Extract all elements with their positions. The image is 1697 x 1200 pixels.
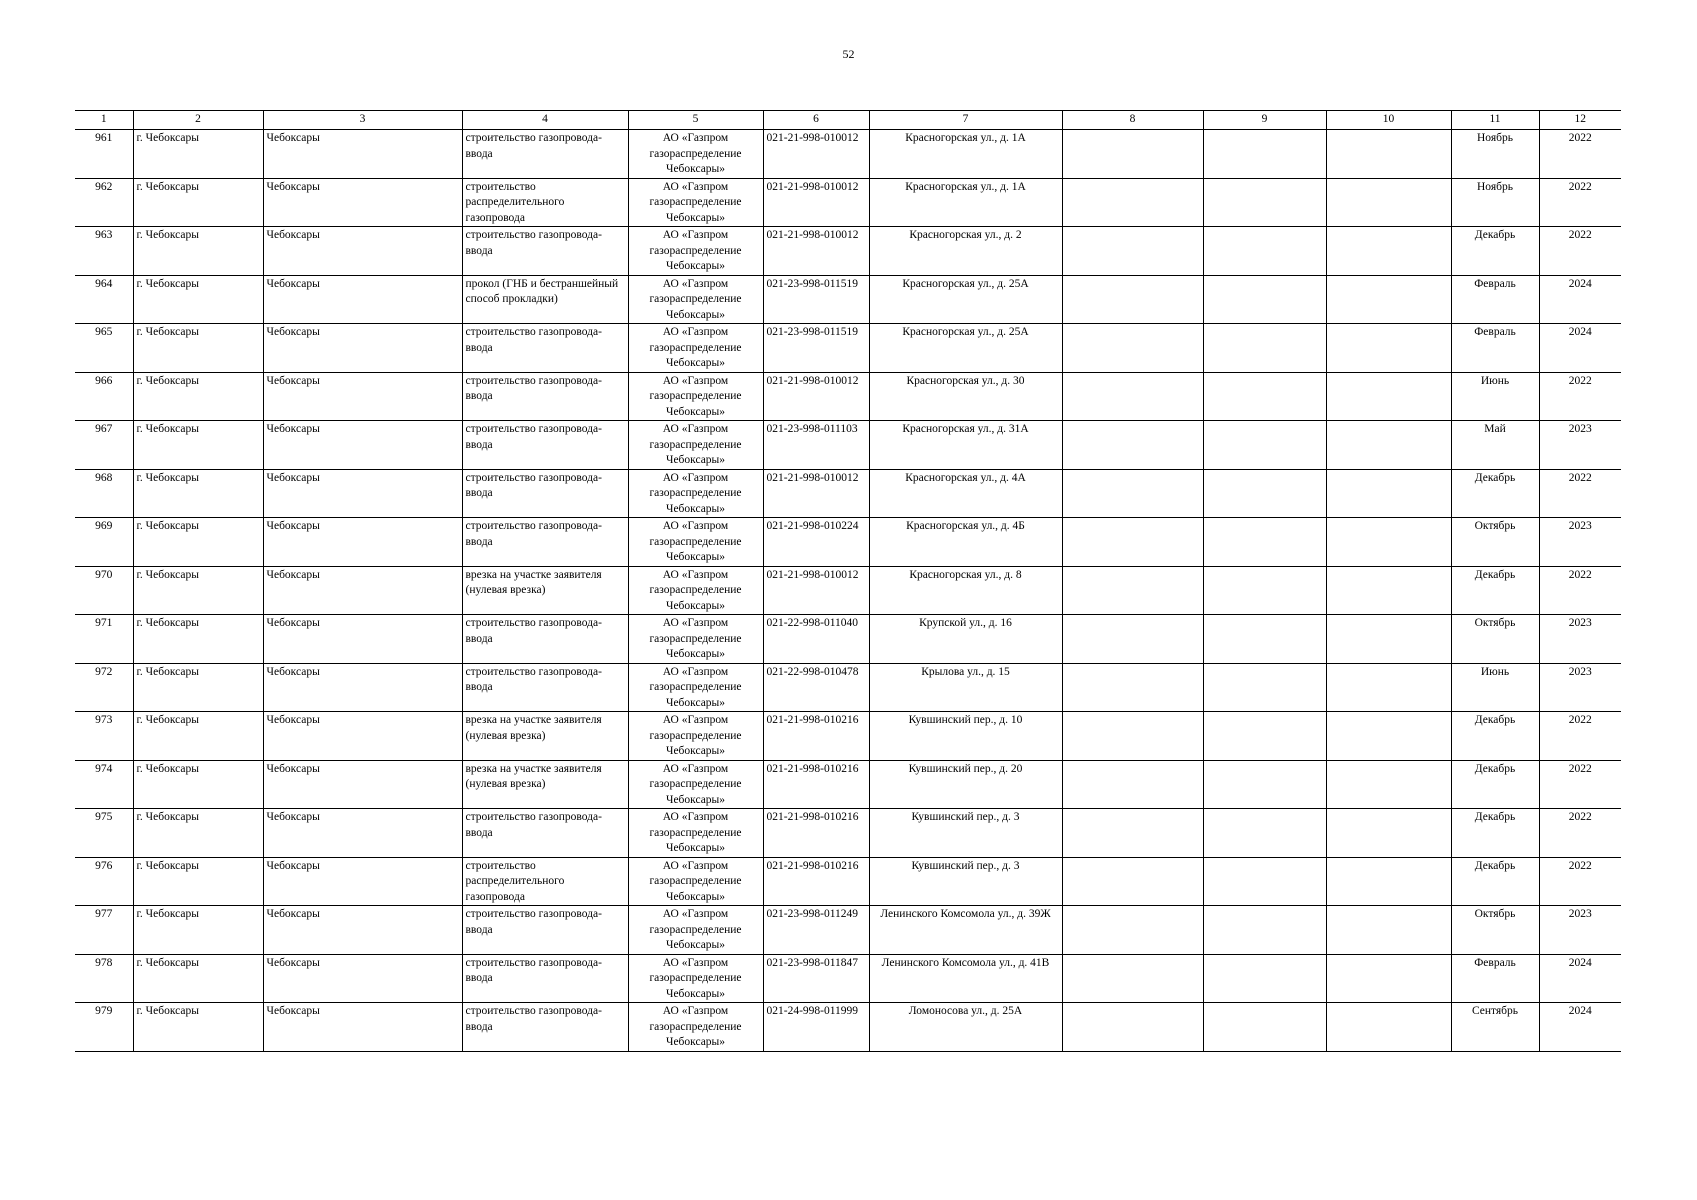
settlement-cell: Чебоксары xyxy=(263,760,462,809)
column-10-cell xyxy=(1326,663,1451,712)
column-10-cell xyxy=(1326,1003,1451,1052)
column-10-cell xyxy=(1326,566,1451,615)
table-row xyxy=(75,421,1621,470)
settlement-cell: Чебоксары xyxy=(263,615,462,664)
table-row xyxy=(75,275,1621,324)
organization-cell: АО «Газпром газораспределение Чебоксары» xyxy=(628,712,763,761)
month-cell: Февраль xyxy=(1451,324,1539,373)
settlement-cell: Чебоксары xyxy=(263,469,462,518)
organization-cell: АО «Газпром газораспределение Чебоксары» xyxy=(628,663,763,712)
column-10-cell xyxy=(1326,809,1451,858)
column-header: 5 xyxy=(628,111,763,130)
month-cell: Декабрь xyxy=(1451,857,1539,906)
work-type-cell: врезка на участке заявителя (нулевая врезка) xyxy=(462,760,628,809)
district-cell: г. Чебоксары xyxy=(133,227,263,276)
column-8-cell xyxy=(1062,130,1203,179)
column-header: 8 xyxy=(1062,111,1203,130)
district-cell: г. Чебоксары xyxy=(133,566,263,615)
column-9-cell xyxy=(1203,178,1326,227)
table-row xyxy=(75,566,1621,615)
year-cell: 2022 xyxy=(1539,178,1621,227)
column-10-cell xyxy=(1326,130,1451,179)
year-cell: 2023 xyxy=(1539,906,1621,955)
address-cell: Ленинского Комсомола ул., д. 41В xyxy=(869,954,1062,1003)
address-cell: Кувшинский пер., д. 3 xyxy=(869,809,1062,858)
organization-cell: АО «Газпром газораспределение Чебоксары» xyxy=(628,954,763,1003)
district-cell: г. Чебоксары xyxy=(133,954,263,1003)
row-number: 978 xyxy=(75,954,133,1003)
settlement-cell: Чебоксары xyxy=(263,372,462,421)
column-header: 2 xyxy=(133,111,263,130)
year-cell: 2022 xyxy=(1539,566,1621,615)
work-type-cell: врезка на участке заявителя (нулевая врезка) xyxy=(462,566,628,615)
table-row xyxy=(75,663,1621,712)
organization-cell: АО «Газпром газораспределение Чебоксары» xyxy=(628,518,763,567)
column-8-cell xyxy=(1062,663,1203,712)
organization-cell: АО «Газпром газораспределение Чебоксары» xyxy=(628,130,763,179)
column-10-cell xyxy=(1326,421,1451,470)
column-8-cell xyxy=(1062,178,1203,227)
organization-cell: АО «Газпром газораспределение Чебоксары» xyxy=(628,469,763,518)
settlement-cell: Чебоксары xyxy=(263,518,462,567)
month-cell: Февраль xyxy=(1451,954,1539,1003)
address-cell: Кувшинский пер., д. 20 xyxy=(869,760,1062,809)
organization-cell: АО «Газпром газораспределение Чебоксары» xyxy=(628,1003,763,1052)
table-row xyxy=(75,130,1621,179)
district-cell: г. Чебоксары xyxy=(133,1003,263,1052)
code-cell: 021-21-998-010012 xyxy=(763,469,869,518)
row-number: 968 xyxy=(75,469,133,518)
district-cell: г. Чебоксары xyxy=(133,130,263,179)
column-9-cell xyxy=(1203,469,1326,518)
column-9-cell xyxy=(1203,712,1326,761)
code-cell: 021-23-998-011519 xyxy=(763,275,869,324)
row-number: 972 xyxy=(75,663,133,712)
year-cell: 2022 xyxy=(1539,857,1621,906)
column-8-cell xyxy=(1062,227,1203,276)
column-9-cell xyxy=(1203,615,1326,664)
column-header: 7 xyxy=(869,111,1062,130)
code-cell: 021-23-998-011847 xyxy=(763,954,869,1003)
work-type-cell: врезка на участке заявителя (нулевая врезка) xyxy=(462,712,628,761)
work-type-cell: строительство распределительного газопровода xyxy=(462,857,628,906)
row-number: 975 xyxy=(75,809,133,858)
organization-cell: АО «Газпром газораспределение Чебоксары» xyxy=(628,227,763,276)
code-cell: 021-21-998-010216 xyxy=(763,712,869,761)
column-9-cell xyxy=(1203,663,1326,712)
address-cell: Крупской ул., д. 16 xyxy=(869,615,1062,664)
work-type-cell: строительство газопровода-ввода xyxy=(462,518,628,567)
table-row xyxy=(75,324,1621,373)
table-row xyxy=(75,469,1621,518)
month-cell: Октябрь xyxy=(1451,615,1539,664)
row-number: 979 xyxy=(75,1003,133,1052)
work-type-cell: строительство газопровода-ввода xyxy=(462,421,628,470)
settlement-cell: Чебоксары xyxy=(263,857,462,906)
column-10-cell xyxy=(1326,857,1451,906)
settlement-cell: Чебоксары xyxy=(263,663,462,712)
district-cell: г. Чебоксары xyxy=(133,906,263,955)
address-cell: Ломоносова ул., д. 25А xyxy=(869,1003,1062,1052)
address-cell: Красногорская ул., д. 31А xyxy=(869,421,1062,470)
work-type-cell: строительство газопровода-ввода xyxy=(462,227,628,276)
month-cell: Октябрь xyxy=(1451,906,1539,955)
address-cell: Красногорская ул., д. 2 xyxy=(869,227,1062,276)
organization-cell: АО «Газпром газораспределение Чебоксары» xyxy=(628,906,763,955)
code-cell: 021-23-998-011103 xyxy=(763,421,869,470)
district-cell: г. Чебоксары xyxy=(133,324,263,373)
month-cell: Декабрь xyxy=(1451,712,1539,761)
work-type-cell: строительство газопровода-ввода xyxy=(462,130,628,179)
table-row xyxy=(75,178,1621,227)
column-10-cell xyxy=(1326,954,1451,1003)
district-cell: г. Чебоксары xyxy=(133,372,263,421)
month-cell: Июнь xyxy=(1451,663,1539,712)
table-row xyxy=(75,615,1621,664)
column-9-cell xyxy=(1203,857,1326,906)
month-cell: Май xyxy=(1451,421,1539,470)
work-type-cell: строительство газопровода-ввода xyxy=(462,1003,628,1052)
settlement-cell: Чебоксары xyxy=(263,130,462,179)
column-8-cell xyxy=(1062,712,1203,761)
work-type-cell: прокол (ГНБ и бестраншейный способ прокладки) xyxy=(462,275,628,324)
column-9-cell xyxy=(1203,906,1326,955)
month-cell: Июнь xyxy=(1451,372,1539,421)
settlement-cell: Чебоксары xyxy=(263,954,462,1003)
month-cell: Декабрь xyxy=(1451,809,1539,858)
table-row xyxy=(75,906,1621,955)
year-cell: 2024 xyxy=(1539,1003,1621,1052)
work-type-cell: строительство газопровода-ввода xyxy=(462,324,628,373)
column-8-cell xyxy=(1062,566,1203,615)
district-cell: г. Чебоксары xyxy=(133,615,263,664)
settlement-cell: Чебоксары xyxy=(263,566,462,615)
month-cell: Декабрь xyxy=(1451,760,1539,809)
column-9-cell xyxy=(1203,566,1326,615)
code-cell: 021-22-998-011040 xyxy=(763,615,869,664)
column-header: 12 xyxy=(1539,111,1621,130)
column-8-cell xyxy=(1062,760,1203,809)
settlement-cell: Чебоксары xyxy=(263,324,462,373)
column-9-cell xyxy=(1203,809,1326,858)
code-cell: 021-21-998-010224 xyxy=(763,518,869,567)
settlement-cell: Чебоксары xyxy=(263,906,462,955)
column-8-cell xyxy=(1062,275,1203,324)
table-row xyxy=(75,809,1621,858)
column-8-cell xyxy=(1062,469,1203,518)
column-10-cell xyxy=(1326,615,1451,664)
column-9-cell xyxy=(1203,372,1326,421)
row-number: 964 xyxy=(75,275,133,324)
column-10-cell xyxy=(1326,760,1451,809)
data-table xyxy=(75,110,1621,1052)
column-8-cell xyxy=(1062,615,1203,664)
column-header: 10 xyxy=(1326,111,1451,130)
column-10-cell xyxy=(1326,712,1451,761)
year-cell: 2022 xyxy=(1539,130,1621,179)
column-9-cell xyxy=(1203,760,1326,809)
address-cell: Ленинского Комсомола ул., д. 39Ж xyxy=(869,906,1062,955)
row-number: 973 xyxy=(75,712,133,761)
column-9-cell xyxy=(1203,324,1326,373)
address-cell: Красногорская ул., д. 8 xyxy=(869,566,1062,615)
code-cell: 021-24-998-011999 xyxy=(763,1003,869,1052)
address-cell: Красногорская ул., д. 4Б xyxy=(869,518,1062,567)
column-9-cell xyxy=(1203,227,1326,276)
address-cell: Красногорская ул., д. 25А xyxy=(869,275,1062,324)
column-9-cell xyxy=(1203,130,1326,179)
organization-cell: АО «Газпром газораспределение Чебоксары» xyxy=(628,178,763,227)
month-cell: Декабрь xyxy=(1451,469,1539,518)
settlement-cell: Чебоксары xyxy=(263,421,462,470)
settlement-cell: Чебоксары xyxy=(263,275,462,324)
column-9-cell xyxy=(1203,421,1326,470)
column-8-cell xyxy=(1062,809,1203,858)
row-number: 976 xyxy=(75,857,133,906)
row-number: 974 xyxy=(75,760,133,809)
organization-cell: АО «Газпром газораспределение Чебоксары» xyxy=(628,324,763,373)
month-cell: Ноябрь xyxy=(1451,130,1539,179)
work-type-cell: строительство распределительного газопровода xyxy=(462,178,628,227)
code-cell: 021-22-998-010478 xyxy=(763,663,869,712)
month-cell: Декабрь xyxy=(1451,227,1539,276)
code-cell: 021-21-998-010012 xyxy=(763,566,869,615)
year-cell: 2024 xyxy=(1539,275,1621,324)
code-cell: 021-21-998-010012 xyxy=(763,372,869,421)
organization-cell: АО «Газпром газораспределение Чебоксары» xyxy=(628,372,763,421)
code-cell: 021-21-998-010012 xyxy=(763,227,869,276)
column-header: 9 xyxy=(1203,111,1326,130)
settlement-cell: Чебоксары xyxy=(263,227,462,276)
table-row xyxy=(75,227,1621,276)
organization-cell: АО «Газпром газораспределение Чебоксары» xyxy=(628,857,763,906)
column-8-cell xyxy=(1062,518,1203,567)
column-8-cell xyxy=(1062,421,1203,470)
table-row xyxy=(75,760,1621,809)
table-row xyxy=(75,1003,1621,1052)
row-number: 962 xyxy=(75,178,133,227)
column-10-cell xyxy=(1326,324,1451,373)
year-cell: 2024 xyxy=(1539,324,1621,373)
month-cell: Февраль xyxy=(1451,275,1539,324)
year-cell: 2023 xyxy=(1539,615,1621,664)
column-header: 1 xyxy=(75,111,133,130)
district-cell: г. Чебоксары xyxy=(133,760,263,809)
table-row xyxy=(75,954,1621,1003)
work-type-cell: строительство газопровода-ввода xyxy=(462,615,628,664)
code-cell: 021-21-998-010216 xyxy=(763,760,869,809)
column-10-cell xyxy=(1326,372,1451,421)
month-cell: Ноябрь xyxy=(1451,178,1539,227)
row-number: 963 xyxy=(75,227,133,276)
column-10-cell xyxy=(1326,178,1451,227)
table-row xyxy=(75,712,1621,761)
district-cell: г. Чебоксары xyxy=(133,663,263,712)
header-row xyxy=(75,111,1621,130)
column-header: 11 xyxy=(1451,111,1539,130)
address-cell: Кувшинский пер., д. 10 xyxy=(869,712,1062,761)
column-8-cell xyxy=(1062,324,1203,373)
year-cell: 2024 xyxy=(1539,954,1621,1003)
column-9-cell xyxy=(1203,518,1326,567)
district-cell: г. Чебоксары xyxy=(133,469,263,518)
year-cell: 2022 xyxy=(1539,227,1621,276)
organization-cell: АО «Газпром газораспределение Чебоксары» xyxy=(628,760,763,809)
address-cell: Красногорская ул., д. 4А xyxy=(869,469,1062,518)
code-cell: 021-23-998-011249 xyxy=(763,906,869,955)
year-cell: 2022 xyxy=(1539,760,1621,809)
row-number: 967 xyxy=(75,421,133,470)
year-cell: 2023 xyxy=(1539,663,1621,712)
month-cell: Октябрь xyxy=(1451,518,1539,567)
column-9-cell xyxy=(1203,954,1326,1003)
row-number: 971 xyxy=(75,615,133,664)
column-10-cell xyxy=(1326,906,1451,955)
district-cell: г. Чебоксары xyxy=(133,712,263,761)
column-8-cell xyxy=(1062,1003,1203,1052)
column-10-cell xyxy=(1326,469,1451,518)
work-type-cell: строительство газопровода-ввода xyxy=(462,809,628,858)
work-type-cell: строительство газопровода-ввода xyxy=(462,906,628,955)
settlement-cell: Чебоксары xyxy=(263,809,462,858)
district-cell: г. Чебоксары xyxy=(133,275,263,324)
organization-cell: АО «Газпром газораспределение Чебоксары» xyxy=(628,809,763,858)
address-cell: Кувшинский пер., д. 3 xyxy=(869,857,1062,906)
address-cell: Красногорская ул., д. 30 xyxy=(869,372,1062,421)
settlement-cell: Чебоксары xyxy=(263,712,462,761)
organization-cell: АО «Газпром газораспределение Чебоксары» xyxy=(628,275,763,324)
column-8-cell xyxy=(1062,954,1203,1003)
code-cell: 021-21-998-010216 xyxy=(763,809,869,858)
table-row xyxy=(75,518,1621,567)
year-cell: 2023 xyxy=(1539,421,1621,470)
column-10-cell xyxy=(1326,227,1451,276)
organization-cell: АО «Газпром газораспределение Чебоксары» xyxy=(628,566,763,615)
year-cell: 2022 xyxy=(1539,712,1621,761)
column-8-cell xyxy=(1062,857,1203,906)
row-number: 965 xyxy=(75,324,133,373)
code-cell: 021-21-998-010012 xyxy=(763,130,869,179)
work-type-cell: строительство газопровода-ввода xyxy=(462,469,628,518)
code-cell: 021-21-998-010216 xyxy=(763,857,869,906)
row-number: 966 xyxy=(75,372,133,421)
address-cell: Красногорская ул., д. 25А xyxy=(869,324,1062,373)
code-cell: 021-23-998-011519 xyxy=(763,324,869,373)
district-cell: г. Чебоксары xyxy=(133,421,263,470)
page-number: 52 xyxy=(842,47,855,61)
column-header: 4 xyxy=(462,111,628,130)
column-9-cell xyxy=(1203,275,1326,324)
row-number: 969 xyxy=(75,518,133,567)
row-number: 970 xyxy=(75,566,133,615)
organization-cell: АО «Газпром газораспределение Чебоксары» xyxy=(628,421,763,470)
work-type-cell: строительство газопровода-ввода xyxy=(462,372,628,421)
code-cell: 021-21-998-010012 xyxy=(763,178,869,227)
year-cell: 2022 xyxy=(1539,469,1621,518)
row-number: 977 xyxy=(75,906,133,955)
year-cell: 2022 xyxy=(1539,372,1621,421)
table-row xyxy=(75,857,1621,906)
address-cell: Красногорская ул., д. 1А xyxy=(869,178,1062,227)
work-type-cell: строительство газопровода-ввода xyxy=(462,954,628,1003)
year-cell: 2022 xyxy=(1539,809,1621,858)
column-10-cell xyxy=(1326,518,1451,567)
settlement-cell: Чебоксары xyxy=(263,178,462,227)
row-number: 961 xyxy=(75,130,133,179)
address-cell: Крылова ул., д. 15 xyxy=(869,663,1062,712)
column-header: 3 xyxy=(263,111,462,130)
district-cell: г. Чебоксары xyxy=(133,518,263,567)
column-8-cell xyxy=(1062,372,1203,421)
column-8-cell xyxy=(1062,906,1203,955)
column-header: 6 xyxy=(763,111,869,130)
district-cell: г. Чебоксары xyxy=(133,178,263,227)
district-cell: г. Чебоксары xyxy=(133,809,263,858)
year-cell: 2023 xyxy=(1539,518,1621,567)
column-9-cell xyxy=(1203,1003,1326,1052)
month-cell: Сентябрь xyxy=(1451,1003,1539,1052)
organization-cell: АО «Газпром газораспределение Чебоксары» xyxy=(628,615,763,664)
table-body xyxy=(75,130,1621,1052)
month-cell: Декабрь xyxy=(1451,566,1539,615)
address-cell: Красногорская ул., д. 1А xyxy=(869,130,1062,179)
district-cell: г. Чебоксары xyxy=(133,857,263,906)
work-type-cell: строительство газопровода-ввода xyxy=(462,663,628,712)
table-row xyxy=(75,372,1621,421)
column-10-cell xyxy=(1326,275,1451,324)
settlement-cell: Чебоксары xyxy=(263,1003,462,1052)
